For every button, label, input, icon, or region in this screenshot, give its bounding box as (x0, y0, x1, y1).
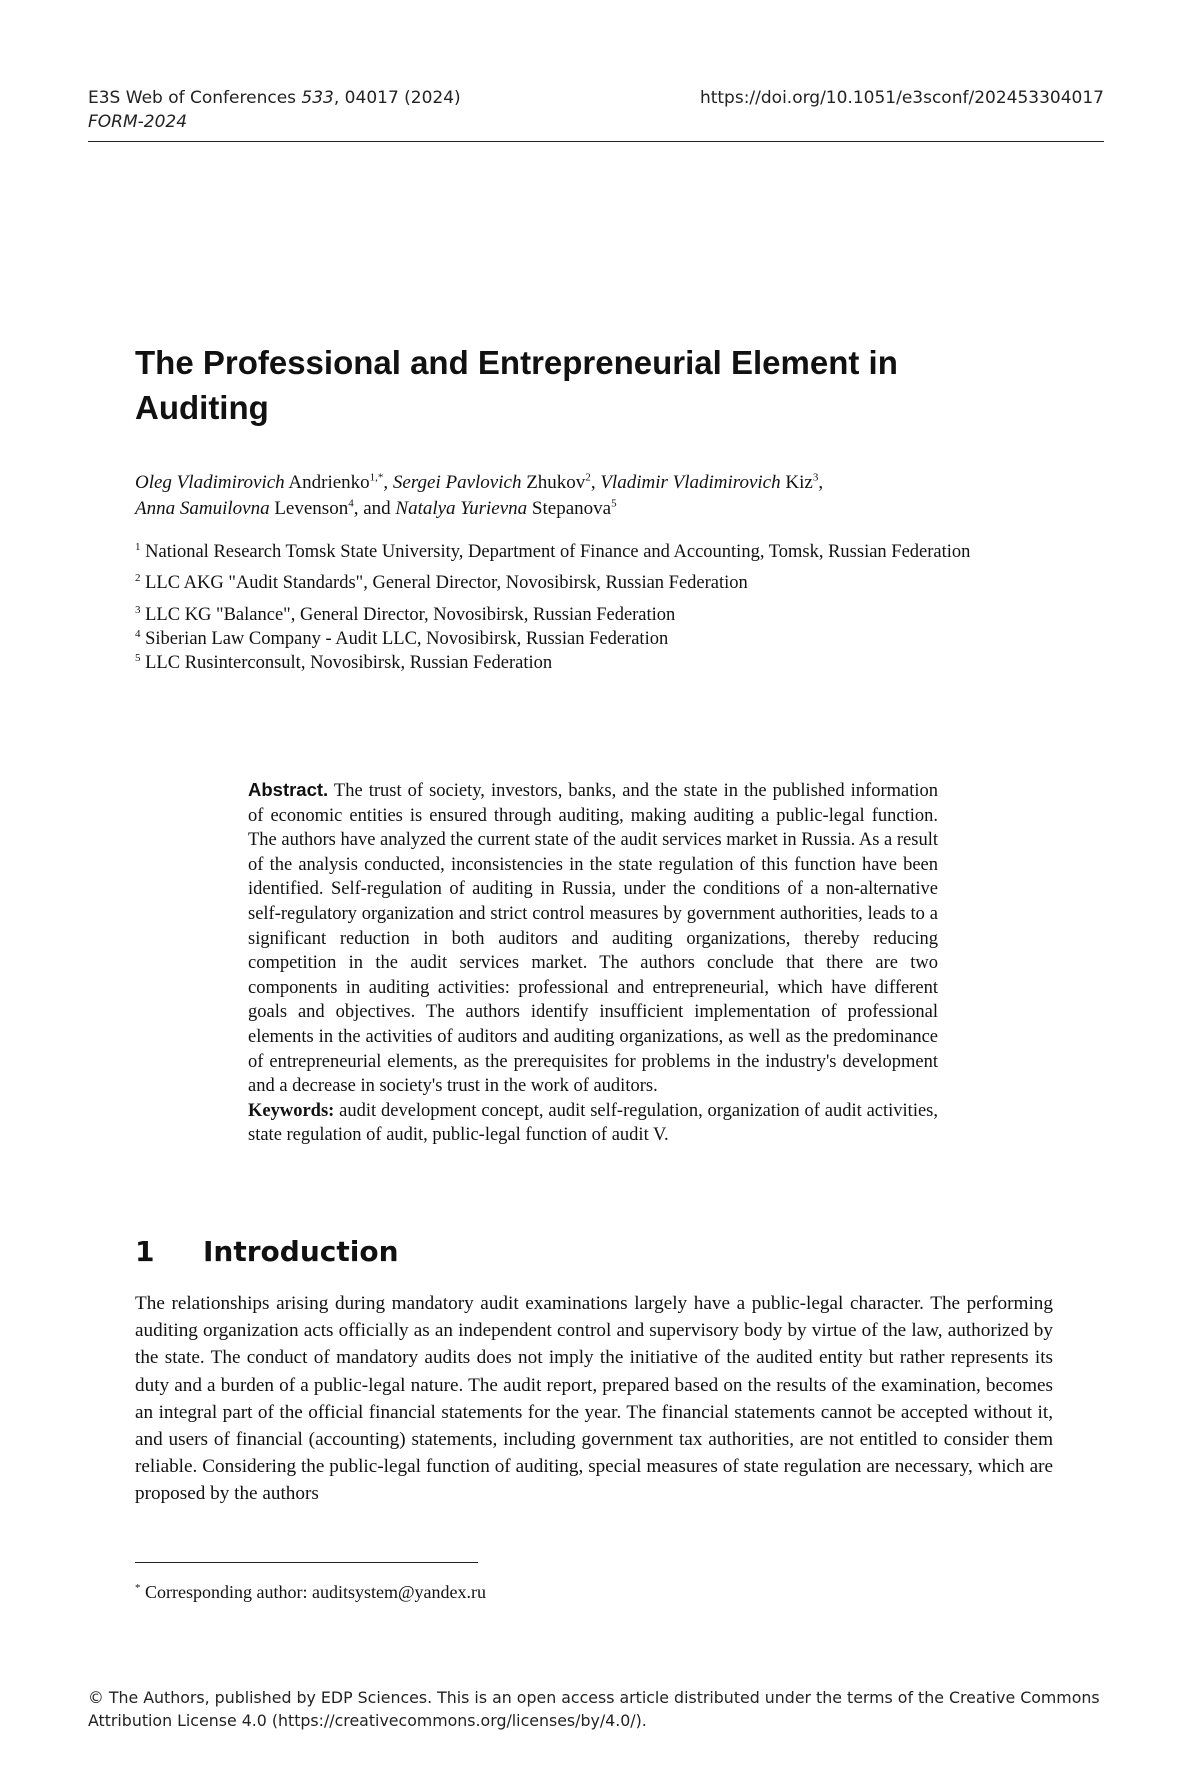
journal-citation (88, 86, 461, 134)
footnote-mark: * (135, 1582, 141, 1594)
affiliation: $^3$ LLC KG "Balance", General Director, Novosibirsk, Russian Federation (135, 603, 676, 625)
affiliation: $^5$ LLC Rusinterconsult, Novosibirsk, Russian Federation (135, 651, 553, 673)
abstract-label: Abstract. (248, 779, 329, 800)
journal-suffix: , 04017 (2024) (333, 88, 461, 108)
section-number: 1 (135, 1235, 155, 1268)
journal-prefix: E3S Web of Conferences (88, 88, 302, 108)
author-list (135, 470, 1055, 522)
keywords-paragraph (248, 1099, 938, 1148)
section-heading (135, 1235, 399, 1269)
section-title: Introduction (203, 1235, 399, 1268)
doi-link[interactable]: https://doi.org/10.1051/e3sconf/202453304017 (699, 88, 1104, 108)
keywords-text: audit development concept, audit self-regulation, organization of audit activities, state regulation of audit, public-legal function of audit V. (248, 1100, 938, 1146)
footnote-text: Corresponding author: auditsystem@yandex.ru (140, 1582, 487, 1602)
running-header (88, 86, 1104, 134)
conference-venue: FORM-2024 (88, 112, 188, 132)
license-notice: © The Authors, published by EDP Sciences. This is an open access article distributed under the terms of the Creative Commons Attribution License 4.0 (https://creativecommons.org/licenses/by/4.0/). (88, 1688, 1100, 1730)
paper-title: The Professional and Entrepreneurial Element in Auditing (135, 344, 898, 426)
journal-volume: 533 (301, 88, 334, 108)
author: Vladimir Vladimirovich Kiz$^3$, (600, 471, 824, 493)
affiliation: $^1$ National Research Tomsk State University, Department of Finance and Accounting, Tomsk, Russian Federation (135, 540, 971, 562)
affiliation: $^4$ Siberian Law Company - Audit LLC, Novosibirsk, Russian Federation (135, 627, 669, 649)
section-body: The relationships arising during mandatory audit examinations largely have a public-legal character. The performing auditing organization acts officially as an independent control and supervisory body by virtue of the law, authorized by the state. The conduct of mandatory audits does not imply the initiative of the audited entity but rather represents its duty and a burden of a public-legal nature. The audit report, prepared based on the results of the examination, becomes an integral part of the official financial statements for the year. The financial statements cannot be accepted without it, and users of financial (accounting) statements, including government tax authorities, are not entitled to consider them reliable. Considering the public-legal function of auditing, special measures of state regulation are necessary, which are proposed by the authors (135, 1293, 1053, 1505)
header-divider (88, 141, 1104, 142)
author: Sergei Pavlovich Zhukov$^2$, (392, 471, 601, 493)
author: Natalya Yurievna Stepanova$^5$ (395, 497, 617, 519)
footnote (135, 1580, 486, 1604)
author: Oleg Vladimirovich Andrienko$^{1,*}$, (135, 471, 393, 493)
abstract-text: The trust of society, investors, banks, and the state in the published information of economic entities is ensured through auditing, making auditing a public-legal function. The authors have analyzed the current state of the audit services market in Russia. As a result of the analysis conducted, inconsistencies in the state regulation of this function have been identified. Self-regulation of auditing in Russia, under the conditions of a non-alternative self-regulatory organization and strict control measures by government authorities, leads to a significant reduction in both auditors and auditing organizations, thereby reducing competition in the audit services market. The authors conclude that there are two components in auditing activities: professional and entrepreneurial, which have different goals and objectives. The authors identify insufficient implementation of professional elements in the activities of auditors and auditing organizations, as well as the predominance of entrepreneurial elements, as the prerequisites for problems in the industry's development and a decrease in society's trust in the work of auditors. (248, 781, 938, 1097)
author: Anna Samuilovna Levenson$^4$, and (135, 497, 396, 519)
abstract-paragraph (248, 778, 938, 1099)
keywords-label: Keywords: (248, 1100, 335, 1121)
abstract (248, 778, 938, 1148)
affiliation: $^2$ LLC AKG "Audit Standards", General Director, Novosibirsk, Russian Federation (135, 571, 748, 593)
footnote-divider (135, 1562, 478, 1563)
affiliation-list (135, 540, 1035, 675)
